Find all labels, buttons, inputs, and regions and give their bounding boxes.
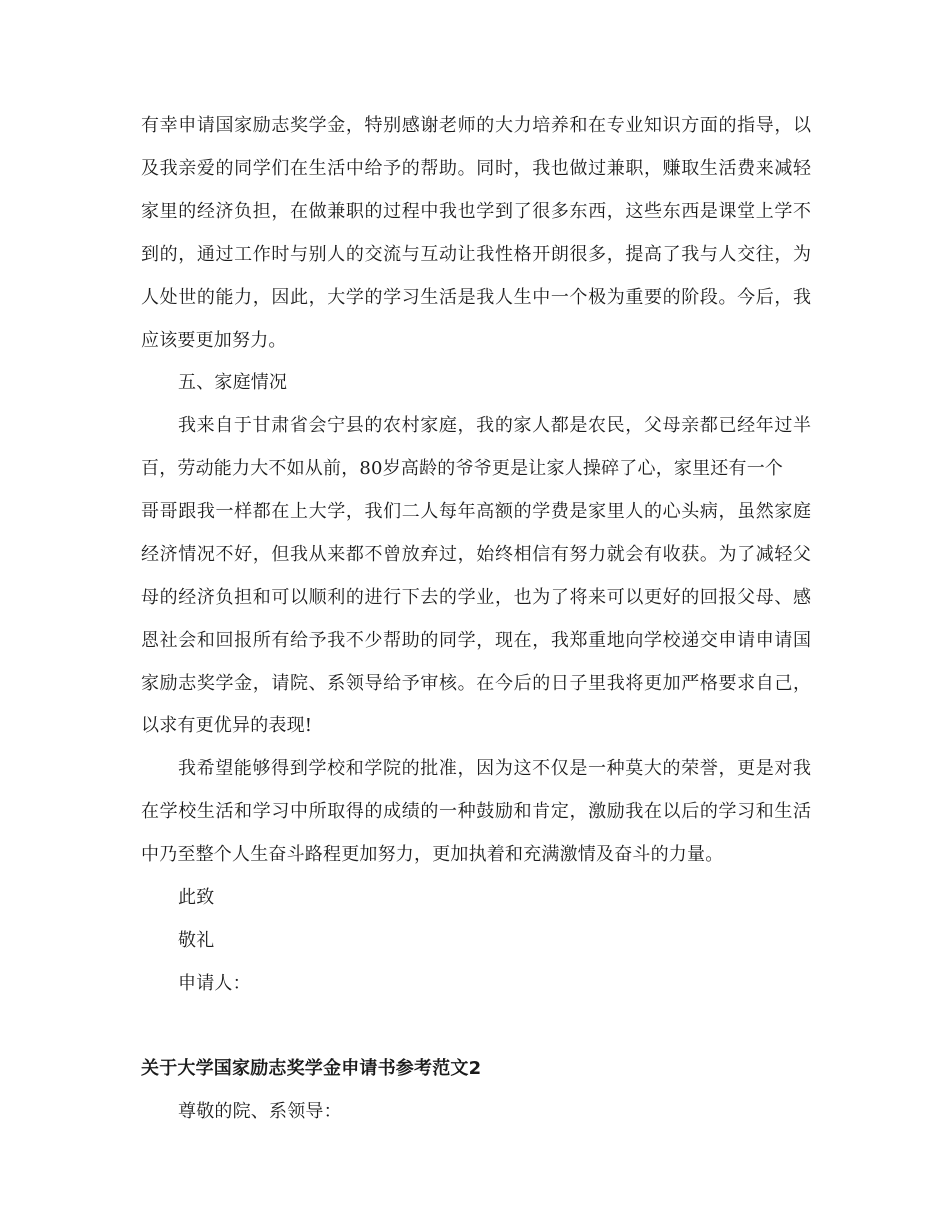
section-heading: 五、家庭情况 [178,372,288,393]
paragraph-line: 哥哥跟我一样都在上大学，我们二人每年高额的学费是家里人的心头病，虽然家庭 [141,501,811,522]
paragraph-line: 以求有更优异的表现! [141,715,313,736]
paragraph-line: 有幸申请国家励志奖学金，特别感谢老师的大力培养和在专业知识方面的指导，以 [141,115,811,136]
closing-line: 此致 [178,887,215,908]
paragraph-line: 中乃至整个人生奋斗路程更加努力，更加执着和充满激情及奋斗的力量。 [141,844,724,865]
paragraph-line: 百，劳动能力大不如从前，80岁高龄的爷爷更是让家人操碎了心，家里还有一个 [141,458,784,479]
paragraph-line: 在学校生活和学习中所取得的成绩的一种鼓励和肯定，激励我在以后的学习和生活 [141,801,811,822]
paragraph-line: 我希望能够得到学校和学院的批准，因为这不仅是一种莫大的荣誉，更是对我 [178,758,811,779]
section-title: 关于大学国家励志奖学金申请书参考范文2 [141,1058,482,1079]
paragraph-line: 经济情况不好，但我从来都不曾放弃过，始终相信有努力就会有收获。为了减轻父 [141,544,811,565]
paragraph-line: 到的，通过工作时与别人的交流与互动让我性格开朗很多，提高了我与人交往，为 [141,244,811,265]
applicant-label: 申请人： [178,973,251,994]
paragraph-line: 我来自于甘肃省会宁县的农村家庭，我的家人都是农民，父母亲都已经年过半 [178,415,811,436]
paragraph-line: 及我亲爱的同学们在生活中给予的帮助。同时，我也做过兼职，赚取生活费来减轻 [141,158,811,179]
paragraph-line: 人处世的能力，因此，大学的学习生活是我人生中一个极为重要的阶段。今后，我 [141,287,811,308]
salutation: 尊敬的院、系领导： [178,1101,342,1122]
paragraph-line: 家里的经济负担，在做兼职的过程中我也学到了很多东西，这些东西是课堂上学不 [141,201,811,222]
closing-line: 敬礼 [178,930,215,951]
paragraph-line: 家励志奖学金，请院、系领导给予审核。在今后的日子里我将更加严格要求自己， [141,673,811,694]
paragraph-line: 应该要更加努力。 [141,330,287,351]
paragraph-line: 恩社会和回报所有给予我不少帮助的同学，现在，我郑重地向学校递交申请申请国 [141,630,811,651]
paragraph-line: 母的经济负担和可以顺利的进行下去的学业，也为了将来可以更好的回报父母、感 [141,587,811,608]
